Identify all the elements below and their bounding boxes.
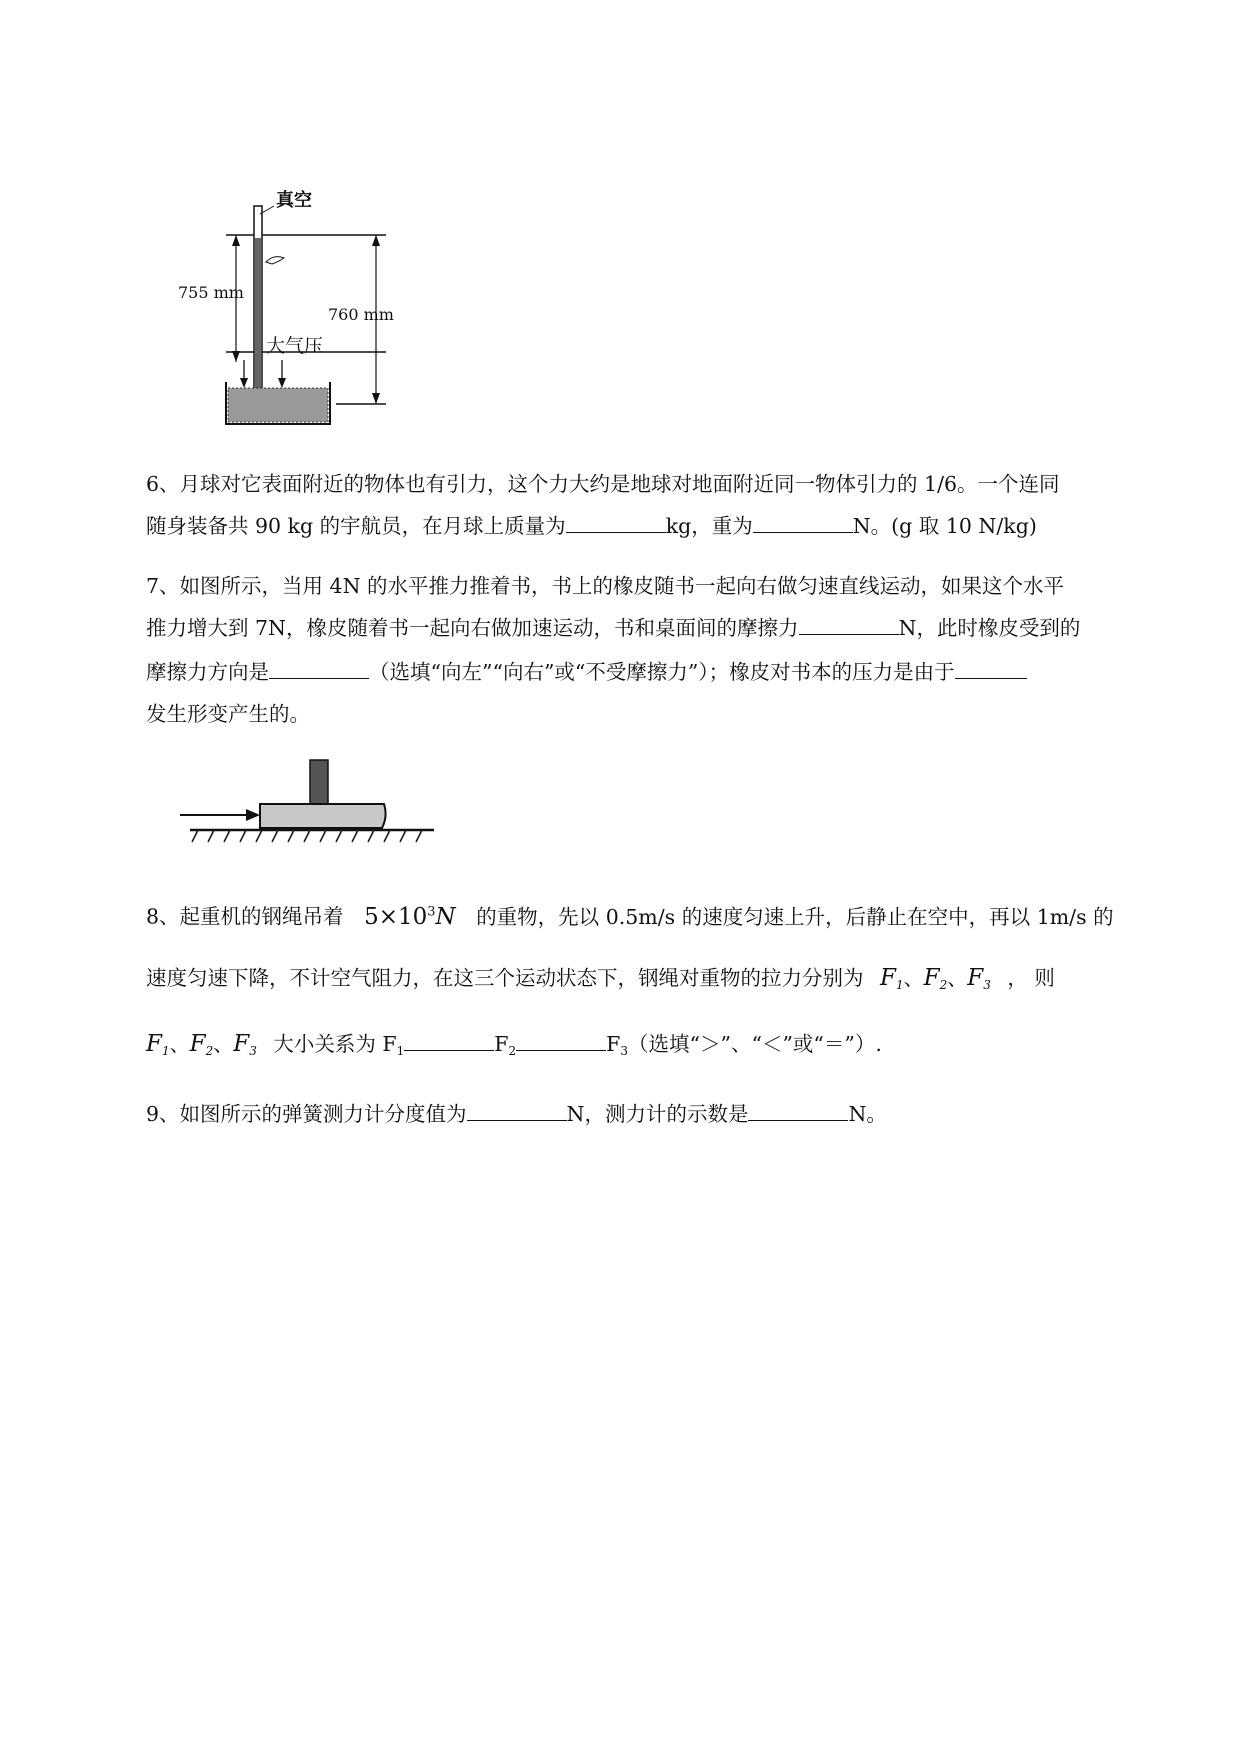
left-height-label: 755 mm (178, 283, 244, 302)
q8-forces-symbols: $F_1$、$F_2$、$F_3$ (880, 965, 991, 992)
q7-line2: 推力增大到 7N，橡皮随着书一起向右做加速运动，书和桌面间的摩擦力 N，此时橡皮受到的 (146, 616, 1081, 640)
barometer-figure (178, 190, 430, 430)
q7-friction-blank[interactable] (799, 614, 899, 635)
q8-line1: 8、起重机的钢绳吊着 $5\times 10^3N$ 的重物，先以 0.5m/s 的速度匀速上升，后静止在空中，再以 1m/s 的 (146, 903, 1114, 930)
book-push-figure (176, 756, 446, 848)
right-height-label: 760 mm (328, 305, 394, 324)
q7-line1: 7、如图所示，当用 4N 的水平推力推着书，书上的橡皮随书一起向右做匀速直线运动，如果这个水平 (146, 574, 1065, 598)
q9-reading-blank[interactable] (748, 1100, 848, 1121)
q8-weight-value: $5\times 10^3N$ (364, 903, 456, 930)
pressure-label: 大气压 (266, 335, 324, 357)
q7-line3: 摩擦力方向是 （选填“向左”“向右”或“不受摩擦力”）；橡皮对书本的压力是由于 (146, 658, 1027, 686)
q8-line2: 速度匀速下降，不计空气阻力，在这三个运动状态下，钢绳对重物的拉力分别为 $F_1$、$F_2$、$F_3$ ， 则 (146, 965, 1055, 992)
q8-compare-blank-1[interactable] (404, 1030, 494, 1051)
q6-line1: 6、月球对它表面附近的物体也有引力，这个力大约是地球对地面附近同一物体引力的 1/6。一个连同 (146, 472, 1060, 496)
q9-division-blank[interactable] (467, 1100, 567, 1121)
q9-line: 9、如图所示的弹簧测力计分度值为 N，测力计的示数是 N。 (146, 1102, 887, 1126)
q6-mass-blank[interactable] (566, 512, 666, 533)
q6-line2: 随身装备共 90 kg 的宇航员，在月球上质量为 kg，重为 N。(g 取 10 N/kg) (146, 514, 1037, 538)
q7-line4: 发生形变产生的。 (146, 702, 310, 726)
q8-line3: $F_1$、$F_2$、$F_3$ 大小关系为 $F_1$ $F_2$ $F_3$（选填“＞”、“＜”或“＝”）. (146, 1031, 882, 1058)
q6-weight-blank[interactable] (753, 512, 853, 533)
q8-forces-symbols-2: $F_1$、$F_2$、$F_3$ (146, 1031, 257, 1058)
q8-compare-blank-2[interactable] (516, 1030, 606, 1051)
q7-direction-blank[interactable] (269, 658, 369, 679)
vacuum-label: 真空 (276, 190, 312, 211)
q7-deformation-blank[interactable] (955, 658, 1027, 679)
